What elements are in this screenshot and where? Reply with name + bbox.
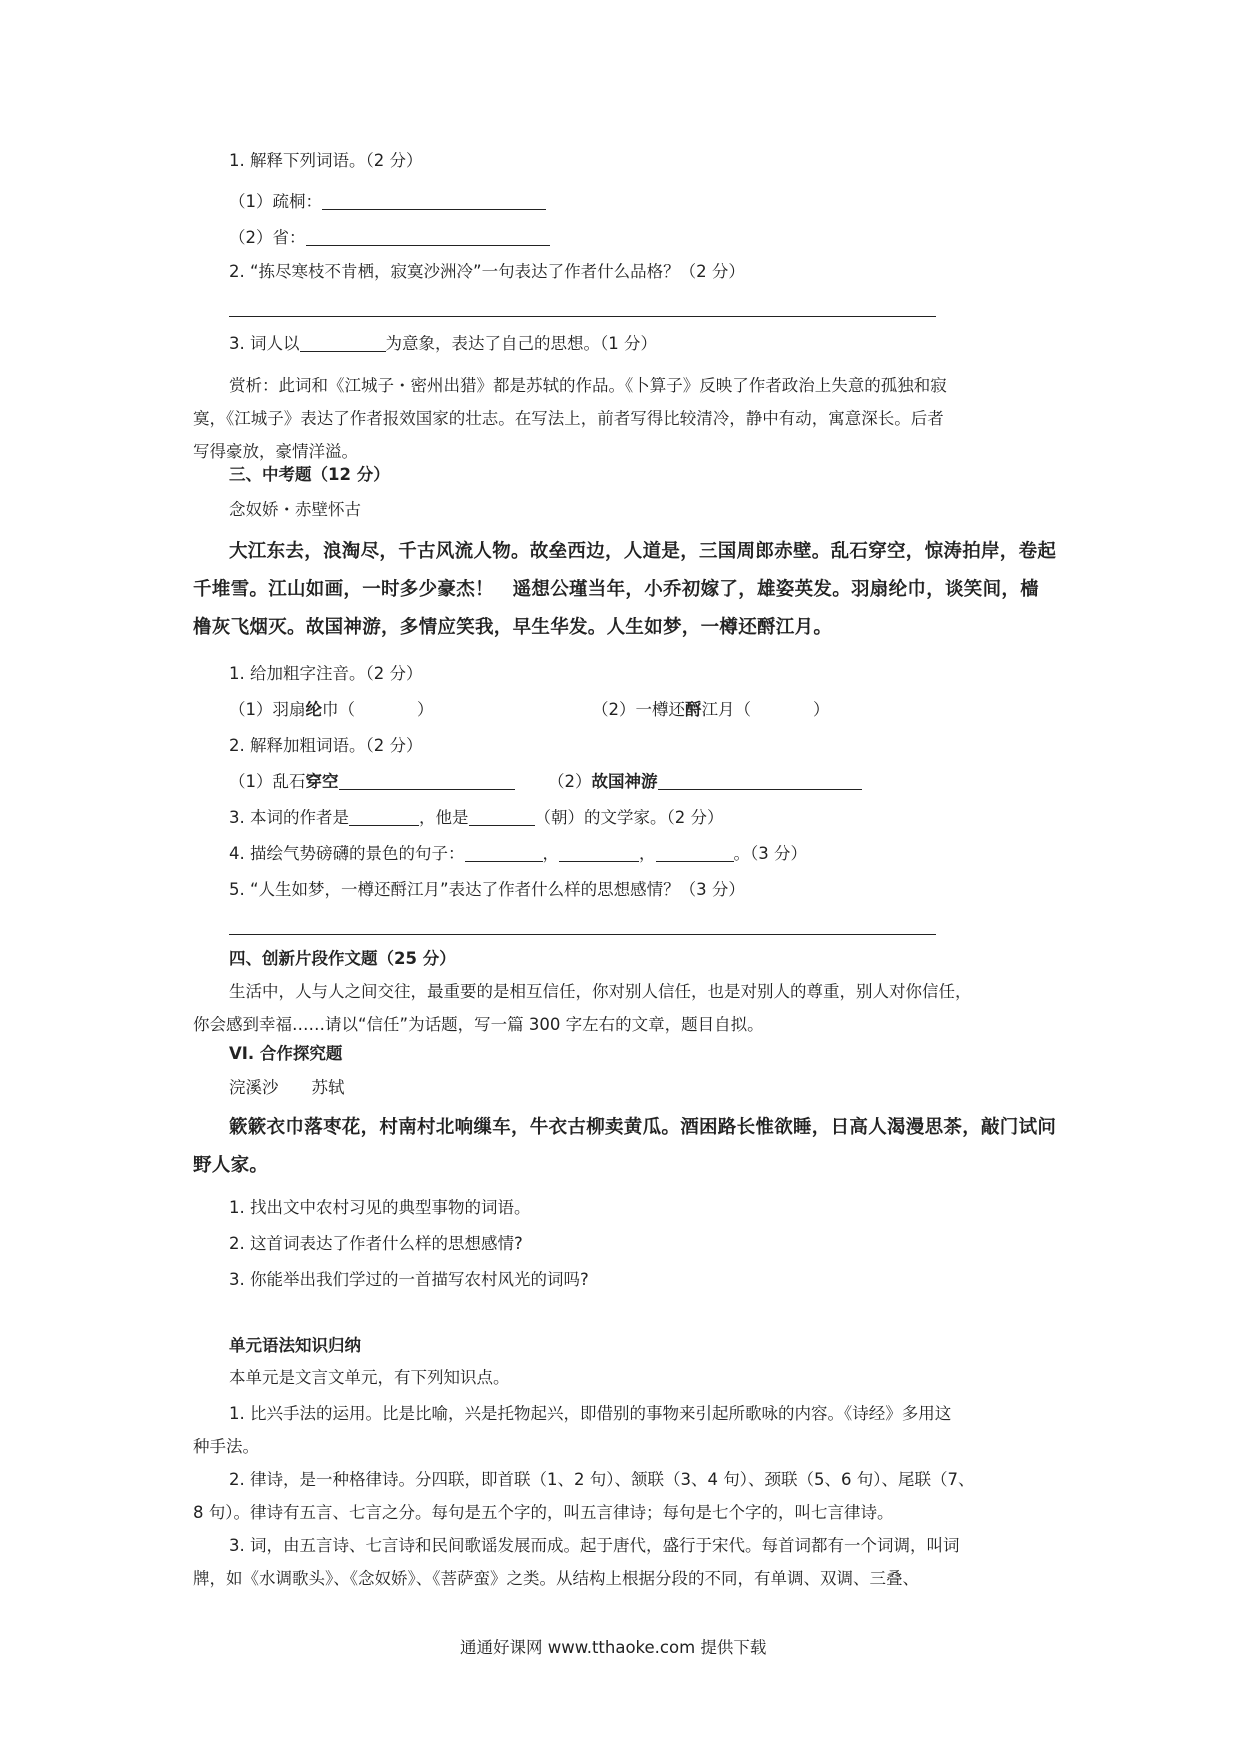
s3-q3-post: （朝）的文学家。（2 分） xyxy=(534,808,724,827)
s6-question-2: 2. 这首词表达了作者什么样的思想感情? xyxy=(229,1234,523,1253)
poem-line-2: 千堆雪。江山如画，一时多少豪杰！ 遥想公瑾当年，小乔初嫁了，雄姿英发。羽扇纶巾，谈笑间，樯 xyxy=(193,579,1040,600)
answer-blank[interactable] xyxy=(339,771,515,790)
answer-line[interactable] xyxy=(229,934,936,935)
s3-question-1: 1. 给加粗字注音。（2 分） xyxy=(229,664,423,683)
grammar-item-2-line-1: 2. 律诗，是一种格律诗。分四联，即首联（1、2 句）、颔联（3、4 句）、颈联（5、6 句）、尾联（7、 xyxy=(229,1470,975,1489)
answer-blank[interactable] xyxy=(559,843,639,862)
s3-question-2: 2. 解释加粗词语。（2 分） xyxy=(229,736,423,755)
question-2: 2. “拣尽寒枝不肯栖，寂寞沙洲冷”一句表达了作者什么品格？（2 分） xyxy=(229,262,745,281)
poem2-line-1: 簌簌衣巾落枣花，村南村北响缫车，牛衣古柳卖黄瓜。酒困路长惟欲睡，日高人渴漫思茶，敲门试问 xyxy=(229,1117,1057,1138)
s6-question-1: 1. 找出文中农村习见的典型事物的词语。 xyxy=(229,1198,531,1217)
question-3-post: 为意象，表达了自己的思想。（1 分） xyxy=(385,334,657,353)
question-3-pre: 3. 词人以 xyxy=(229,334,300,353)
s3-q1-2-pre: （2）一樽还 xyxy=(592,700,685,719)
poem2-line-2: 野人家。 xyxy=(193,1155,269,1176)
s3-question-5: 5. “人生如梦，一樽还酹江月”表达了作者什么样的思想感情？（3 分） xyxy=(229,880,745,899)
s3-q4-pre: 4. 描绘气势磅礴的景色的句子： xyxy=(229,844,465,863)
grammar-item-3-line-2: 牌，如《水调歌头》、《念奴娇》、《菩萨蛮》之类。从结构上根据分段的不同，有单调、双调、三叠、 xyxy=(193,1569,919,1588)
answer-blank[interactable] xyxy=(465,843,543,862)
poem-line-1: 大江东去，浪淘尽，千古风流人物。故垒西边，人道是，三国周郎赤壁。乱石穿空，惊涛拍岸，卷起 xyxy=(229,541,1057,562)
grammar-heading: 单元语法知识归纳 xyxy=(229,1336,361,1355)
s3-q1-1-bold: 纶 xyxy=(305,700,322,719)
grammar-item-1-line-1: 1. 比兴手法的运用。比是比喻，兴是托物起兴，即借别的事物来引起所歌咏的内容。《诗经》多用这 xyxy=(229,1404,952,1423)
s3-q4-post: 。（3 分） xyxy=(733,844,807,863)
s3-q1-2-bold: 酹 xyxy=(685,700,702,719)
poem-title-huanxisha: 浣溪沙 苏轼 xyxy=(229,1078,345,1097)
answer-blank[interactable] xyxy=(469,807,535,826)
s3-q2-2-bold: 故国神游 xyxy=(591,772,658,791)
appreciation-line-1: 赏析：此词和《江城子・密州出猎》都是苏轼的作品。《卜算子》反映了作者政治上失意的孤独和寂 xyxy=(229,376,947,395)
composition-line-2: 你会感到幸福……请以“信任”为话题，写一篇 300 字左右的文章，题目自拟。 xyxy=(193,1015,764,1034)
s3-q2-1-bold: 穿空 xyxy=(305,772,339,791)
section-6-heading: VI. 合作探究题 xyxy=(229,1044,343,1063)
comma: ， xyxy=(639,844,656,863)
close-paren: ） xyxy=(813,700,830,719)
grammar-item-1-line-2: 种手法。 xyxy=(193,1437,259,1456)
s3-q2-1-pre: （1）乱石 xyxy=(229,772,306,791)
question-1-2 xyxy=(229,226,550,250)
section-4-heading: 四、创新片段作文题（25 分） xyxy=(229,949,456,968)
answer-line[interactable] xyxy=(229,316,936,317)
grammar-intro: 本单元是文言文单元，有下列知识点。 xyxy=(229,1368,510,1387)
poem-line-3: 橹灰飞烟灭。故国神游，多情应笑我，早生华发。人生如梦，一樽还酹江月。 xyxy=(193,617,833,638)
question-1-2-label: （2）省： xyxy=(229,228,306,247)
footer-text: 通通好课网 www.tthaoke.com 提供下载 xyxy=(460,1638,767,1657)
answer-blank[interactable] xyxy=(322,191,546,210)
s3-q2-2-pre: （2） xyxy=(548,772,592,791)
s3-question-4 xyxy=(229,842,807,866)
answer-blank[interactable] xyxy=(658,771,862,790)
answer-blank[interactable] xyxy=(656,843,734,862)
question-3 xyxy=(229,332,657,356)
answer-blank[interactable] xyxy=(349,807,419,826)
s3-question-2-1 xyxy=(229,770,515,794)
comma: ， xyxy=(542,844,559,863)
s3-question-2-2 xyxy=(548,770,862,794)
answer-blank[interactable] xyxy=(306,227,550,246)
s3-question-3 xyxy=(229,806,724,830)
s3-q3-pre: 3. 本词的作者是 xyxy=(229,808,349,827)
question-1-1-label: （1）疏桐： xyxy=(229,192,322,211)
appreciation-line-3: 写得豪放，豪情洋溢。 xyxy=(193,442,358,461)
close-paren: ） xyxy=(417,700,434,719)
composition-line-1: 生活中，人与人之间交往，最重要的是相互信任，你对别人信任，也是对别人的尊重，别人对你信任， xyxy=(229,982,972,1001)
s3-q1-1-post: 巾（ xyxy=(322,700,355,719)
s3-q1-2-post: 江月（ xyxy=(701,700,751,719)
s3-q1-1-pre: （1）羽扇 xyxy=(229,700,306,719)
s3-question-1-1 xyxy=(229,698,434,722)
s6-question-3: 3. 你能举出我们学过的一首描写农村风光的词吗? xyxy=(229,1270,589,1289)
question-1: 1. 解释下列词语。（2 分） xyxy=(229,151,423,170)
s3-q3-mid: ，他是 xyxy=(419,808,469,827)
grammar-item-3-line-1: 3. 词，由五言诗、七言诗和民间歌谣发展而成。起于唐代，盛行于宋代。每首词都有一个词调，叫词 xyxy=(229,1536,960,1555)
poem-title-niannujiao: 念奴娇・赤壁怀古 xyxy=(229,500,361,519)
section-3-heading: 三、中考题（12 分） xyxy=(229,465,390,484)
question-1-1 xyxy=(229,190,546,214)
s3-question-1-2 xyxy=(592,698,830,722)
grammar-item-2-line-2: 8 句）。律诗有五言、七言之分。每句是五个字的，叫五言律诗；每句是七个字的，叫七言律诗。 xyxy=(193,1503,894,1522)
appreciation-line-2: 寞，《江城子》表达了作者报效国家的壮志。在写法上，前者写得比较清冷，静中有动，寓意深长。后者 xyxy=(193,409,944,428)
answer-blank[interactable] xyxy=(300,333,386,352)
